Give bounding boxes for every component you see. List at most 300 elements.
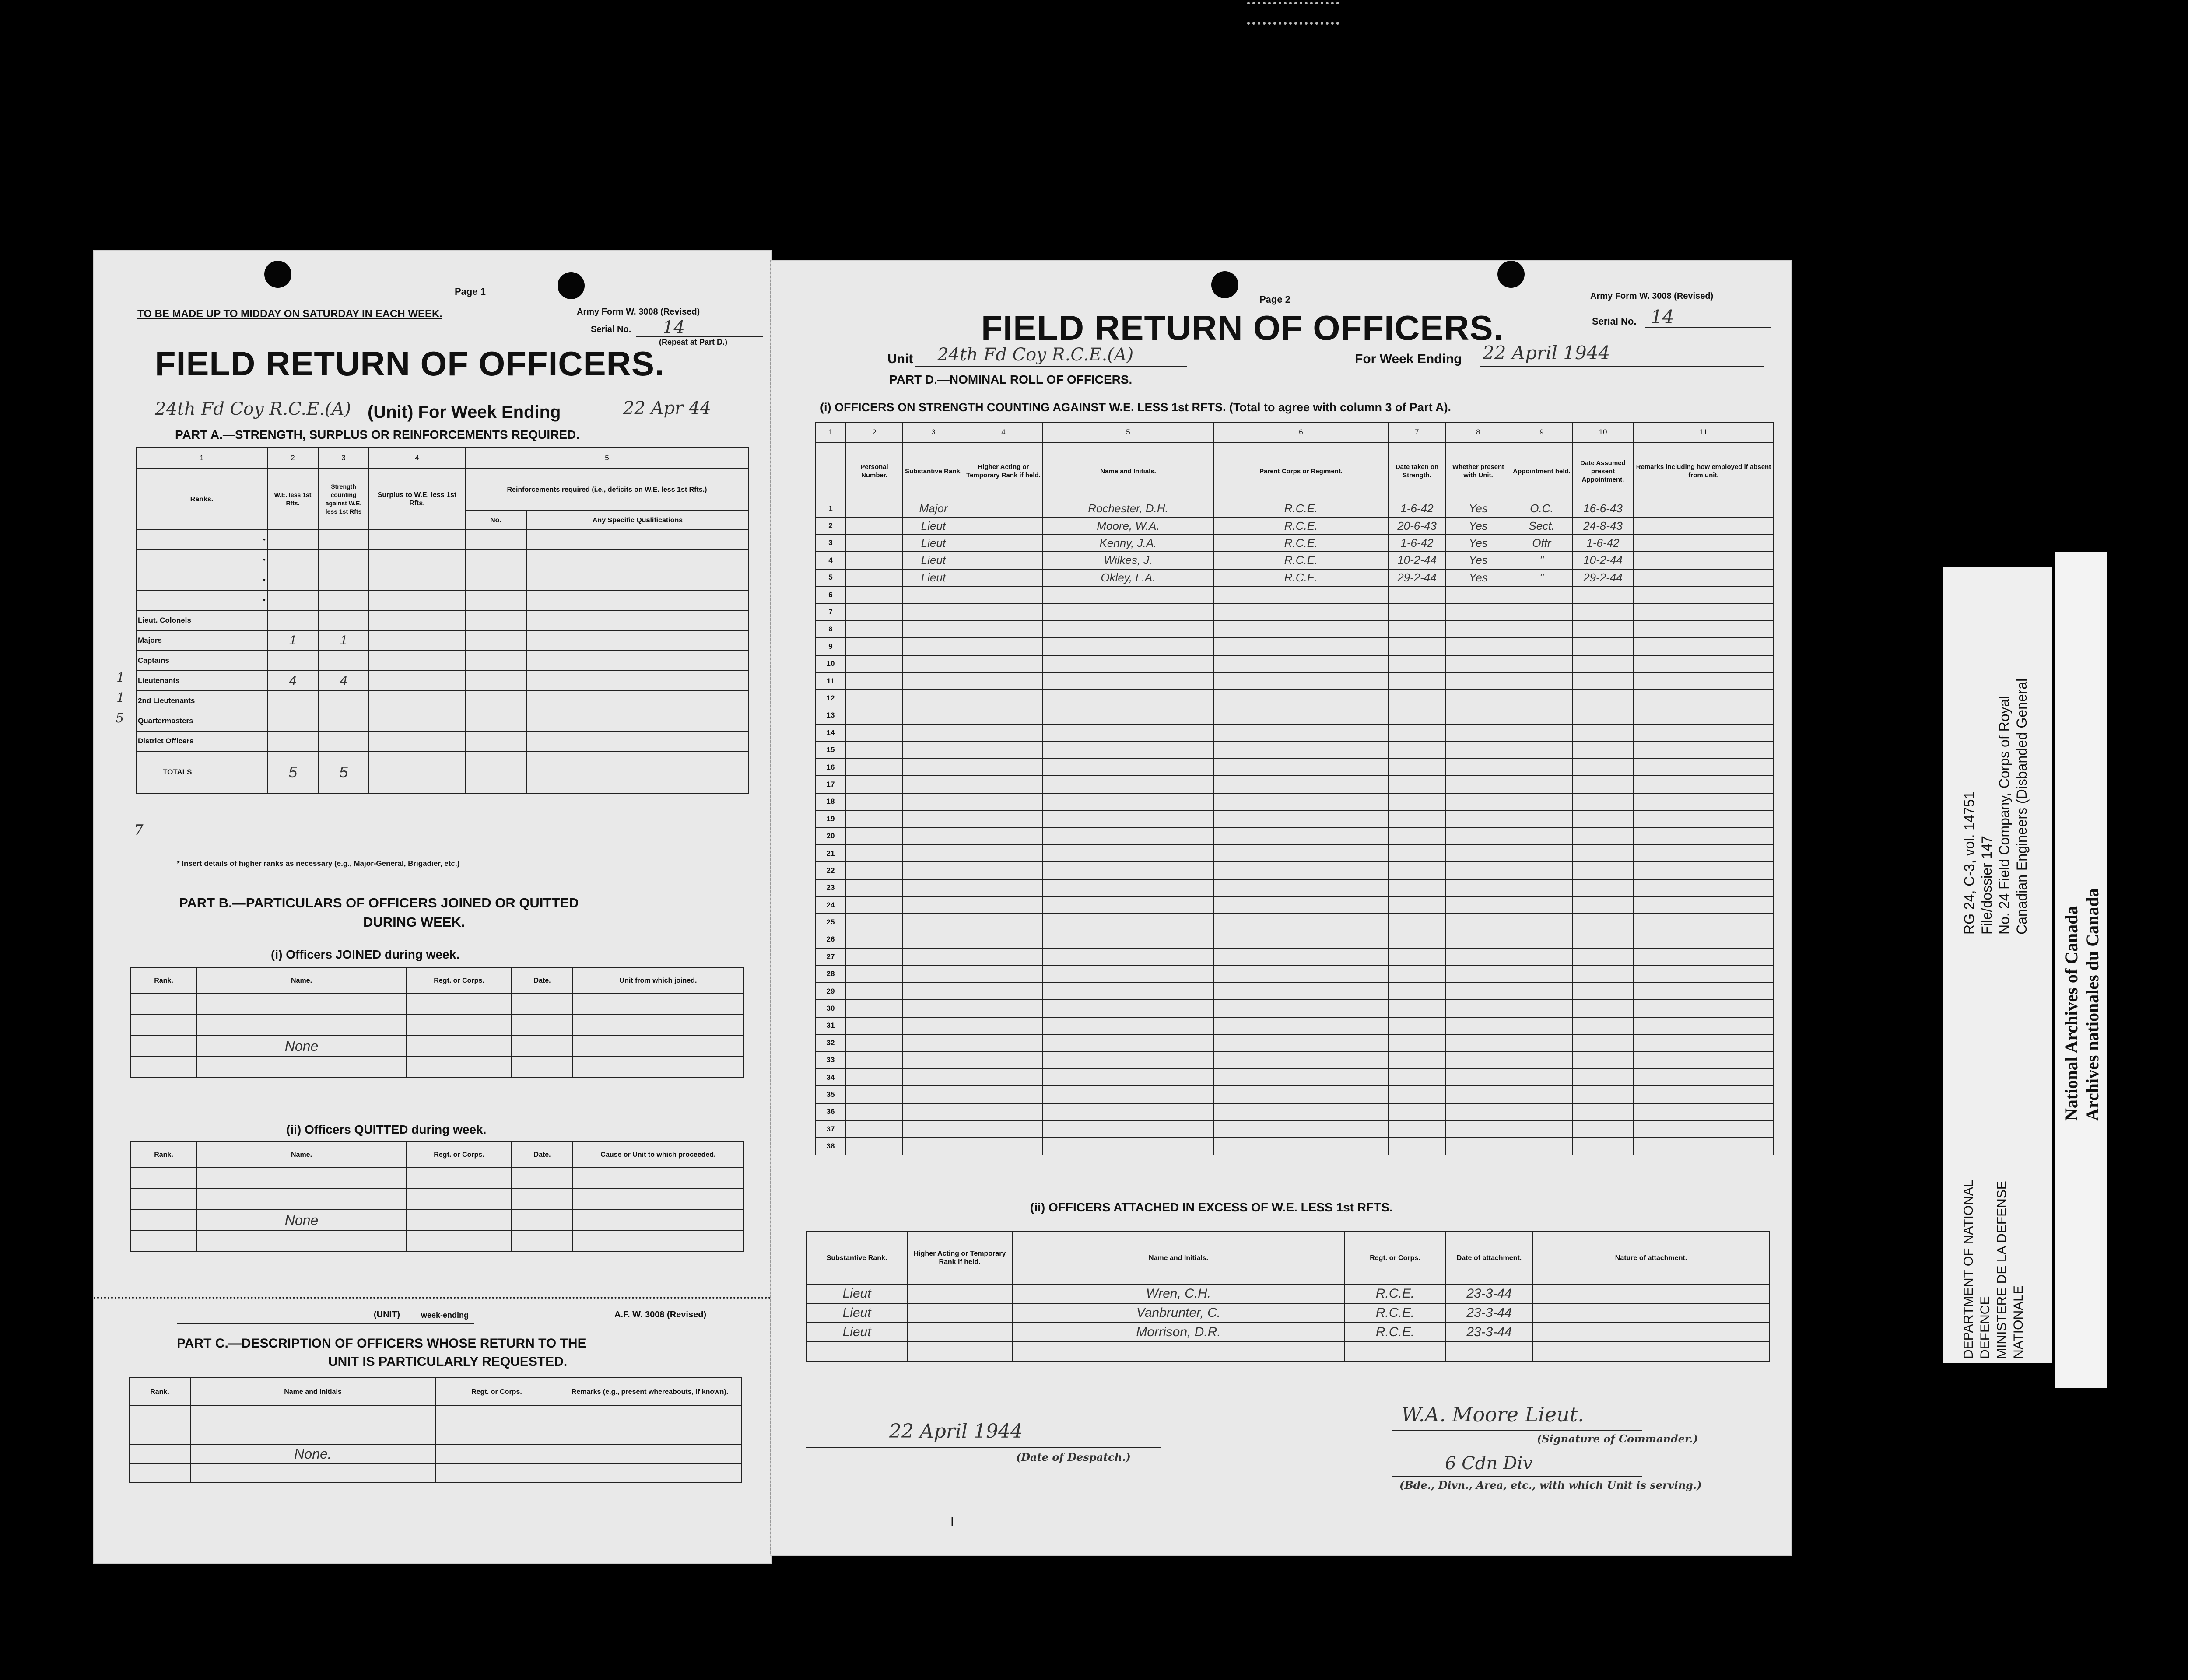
officer-name: Wilkes, J. [1043,552,1213,569]
roll-cell [1572,603,1634,620]
roll-row [815,655,1774,672]
roll-cell [1445,1034,1511,1051]
roll-cell [1445,672,1511,690]
roll-cell [1572,1052,1634,1069]
roll-cell [1213,1138,1389,1155]
roll-cell [1389,1138,1445,1155]
serial-value: 14 [1651,306,1674,328]
roll-cell [903,827,964,844]
roll-cell [903,638,964,655]
officer-appt: " [1511,569,1572,586]
roll-cell [1213,879,1389,896]
officer-appt_date: 29-2-44 [1572,569,1634,586]
row-number: 34 [815,1069,846,1086]
roll-cell [846,1103,903,1120]
attached-date: 23-3-44 [1445,1284,1533,1303]
roll-cell [1389,983,1445,1000]
quitted-table [130,1141,744,1252]
roll-cell [1043,638,1213,655]
roll-row [815,1069,1774,1086]
roll-cell [1634,672,1774,690]
row-number: 27 [815,948,846,965]
roll-cell [964,690,1043,707]
roll-cell [903,1103,964,1120]
roll-cell [1634,603,1774,620]
footer-mark: I [950,1515,954,1528]
punch-hole [558,272,585,299]
attached-rank: Lieut [806,1323,907,1342]
roll-cell [1511,983,1572,1000]
rank-cell: Lieut. Colonels [136,610,267,630]
roll-cell [1043,586,1213,603]
part-d-heading: PART D.—NOMINAL ROLL OF OFFICERS. [889,373,1133,386]
roll-cell [846,759,903,776]
roll-cell [846,621,903,638]
row-number: 22 [815,862,846,879]
roll-cell [1213,586,1389,603]
roll-cell [964,776,1043,793]
attached-cell [1012,1342,1345,1361]
col-num: 3 [318,448,369,469]
roll-col-number: 11 [1634,422,1774,442]
roll-cell [964,1000,1043,1017]
roll-col-number: 1 [815,422,846,442]
row-number: 14 [815,724,846,741]
roll-cell [1043,862,1213,879]
roll-cell [903,655,964,672]
roll-col-header: Appointment held. [1511,442,1572,500]
attached-cell [1533,1303,1769,1323]
quitted-date-header: Date. [512,1141,573,1168]
roll-cell [1445,948,1511,965]
roll-cell [903,707,964,724]
roll-cell [903,759,964,776]
roll-cell [1213,931,1389,948]
roll-cell [1511,896,1572,914]
att-name-header: Name and Initials. [1012,1232,1345,1284]
roll-cell [1572,776,1634,793]
roll-row [815,517,1774,534]
roll-cell [1572,966,1634,983]
week-label: For Week Ending [1355,352,1462,366]
roll-cell [1213,1052,1389,1069]
roll-cell [1389,655,1445,672]
roll-cell [1043,1120,1213,1138]
roll-cell [846,776,903,793]
roll-cell [1511,879,1572,896]
majors-mark: 1 [116,670,125,686]
roll-cell [1445,1138,1511,1155]
officer-rank: Lieut [903,535,964,552]
roll-cell [1389,1052,1445,1069]
serial-label: Serial No. [591,325,631,334]
roll-cell [1445,1069,1511,1086]
roll-cell [1213,966,1389,983]
roll-col-number: 9 [1511,422,1572,442]
roll-cell [1634,914,1774,931]
officer-corps: R.C.E. [1213,500,1389,517]
roll-cell [964,914,1043,931]
roll-col-header: Whether present with Unit. [1445,442,1511,500]
roll-cell [964,896,1043,914]
instruction: TO BE MADE UP TO MIDDAY ON SATURDAY IN EACH WEEK. [137,308,442,320]
roll-cell [1389,603,1445,620]
quitted-rank-header: Rank. [131,1141,196,1168]
part-c-name-header: Name and Initials [190,1378,435,1406]
roll-row [815,569,1774,586]
roll-cell [964,741,1043,758]
roll-cell [1634,1017,1774,1034]
roll-row [815,862,1774,879]
joined-unit-header: Unit from which joined. [573,967,743,994]
signature-label: (Signature of Commander.) [1537,1432,1698,1445]
roll-cell [1389,1017,1445,1034]
strength-cell: 1 [318,630,369,651]
roll-cell [846,1034,903,1051]
attached-row [806,1323,1769,1342]
roll-cell [1213,1000,1389,1017]
roll-col-header: Date taken on Strength. [1389,442,1445,500]
roll-cell [1572,586,1634,603]
roll-cell [903,914,964,931]
roll-cell [1389,690,1445,707]
roll-cell [1389,896,1445,914]
roll-cell [1572,690,1634,707]
att-regt-header: Regt. or Corps. [1345,1232,1445,1284]
roll-cell [1445,845,1511,862]
roll-cell [903,724,964,741]
row-number: 1 [815,500,846,517]
roll-cell [1445,690,1511,707]
roll-cell [1511,672,1572,690]
signature: W.A. Moore Lieut. [1401,1403,1584,1426]
roll-cell [1572,948,1634,965]
roll-cell [846,569,903,586]
roll-cell [1634,1069,1774,1086]
roll-cell [1634,862,1774,879]
roll-cell [1043,983,1213,1000]
roll-cell [1213,621,1389,638]
roll-row [815,586,1774,603]
roll-cell [1213,1103,1389,1120]
joined-heading: (i) Officers JOINED during week. [271,948,459,961]
roll-cell [1572,621,1634,638]
roll-cell [1043,1086,1213,1103]
unit-value: 24th Fd Coy R.C.E.(A) [155,399,351,419]
roll-cell [1572,724,1634,741]
roll-cell [903,948,964,965]
attached-corps: R.C.E. [1345,1303,1445,1323]
dept-4: NATIONALE [2011,1285,2026,1359]
totals-strength: 5 [318,751,369,793]
roll-col-header: Parent Corps or Regiment. [1213,442,1389,500]
ranks-header: Ranks. [136,469,267,530]
roll-cell [903,810,964,827]
punch-hole [1497,261,1525,288]
roll-cell [964,1120,1043,1138]
roll-col-number: 5 [1043,422,1213,442]
roll-cell [1634,948,1774,965]
totals-we: 5 [267,751,318,793]
roll-cell [1389,638,1445,655]
page-number: Page 2 [1259,294,1290,305]
roll-cell [1445,655,1511,672]
roll-cell [1572,931,1634,948]
roll-cell [1511,1069,1572,1086]
col-num: 2 [267,448,318,469]
attached-cell [1345,1342,1445,1361]
roll-cell [846,896,903,914]
roll-cell [1043,914,1213,931]
part-c-regt-header: Regt. or Corps. [435,1378,558,1406]
roll-row [815,672,1774,690]
part-a-footnote: * Insert details of higher ranks as necessary (e.g., Major-General, Brigadier, etc.) [177,859,460,868]
roll-cell [1572,896,1634,914]
roll-cell [1572,1120,1634,1138]
roll-cell [903,1000,964,1017]
roll-cell [1511,810,1572,827]
attached-cell [1533,1323,1769,1342]
roll-row [815,759,1774,776]
roll-cell [964,1017,1043,1034]
rank-cell: • [136,530,267,550]
roll-cell [903,793,964,810]
roll-cell [1634,690,1774,707]
roll-col-number: 4 [964,422,1043,442]
roll-cell [1511,827,1572,844]
roll-cell [1634,1000,1774,1017]
roll-cell [1572,914,1634,931]
roll-cell [846,690,903,707]
roll-cell [1213,759,1389,776]
roll-row [815,1052,1774,1069]
row-number: 23 [815,879,846,896]
roll-row [815,500,1774,517]
archives-fr: Archives nationales du Canada [2083,888,2102,1121]
roll-cell [1634,983,1774,1000]
quitted-heading: (ii) Officers QUITTED during week. [286,1123,487,1136]
roll-cell [964,552,1043,569]
roll-cell [964,1086,1043,1103]
roll-cell [1213,672,1389,690]
unit-label: Unit [887,352,913,366]
roll-cell [846,655,903,672]
roll-cell [1213,690,1389,707]
roll-cell [1511,724,1572,741]
roll-row [815,1017,1774,1034]
roll-cell [1511,948,1572,965]
officer-corps: R.C.E. [1213,535,1389,552]
roll-cell [1043,1017,1213,1034]
roll-cell [846,1120,903,1138]
roll-cell [964,879,1043,896]
officer-appt: Sect. [1511,517,1572,534]
roll-row [815,914,1774,931]
roll-row [815,845,1774,862]
roll-cell [1511,1052,1572,1069]
part-b-heading-2: DURING WEEK. [363,914,465,930]
roll-cell [1572,1034,1634,1051]
form-title: FIELD RETURN OF OFFICERS. [981,308,1504,347]
row-number: 18 [815,793,846,810]
captains-mark: 1 [116,690,125,706]
roll-cell [1634,500,1774,517]
roll-cell [903,776,964,793]
roll-cell [1043,603,1213,620]
attached-cell [907,1323,1012,1342]
roll-cell [1445,1086,1511,1103]
roll-cell [964,724,1043,741]
roll-cell [1213,1017,1389,1034]
roll-cell [846,1000,903,1017]
roll-cell [903,879,964,896]
week-value: 22 April 1944 [1483,342,1610,364]
roll-cell [1511,793,1572,810]
roll-cell [1634,655,1774,672]
row-number: 28 [815,966,846,983]
roll-cell [1213,845,1389,862]
roll-row [815,552,1774,569]
roll-cell [1634,724,1774,741]
roll-cell [1445,741,1511,758]
roll-cell [1511,966,1572,983]
roll-cell [1043,1052,1213,1069]
roll-cell [1389,810,1445,827]
attached-name: Morrison, D.R. [1012,1323,1345,1342]
roll-cell [846,535,903,552]
roll-cell [1389,1034,1445,1051]
roll-cell [1511,759,1572,776]
roll-cell [1213,1069,1389,1086]
archive-ref-4: Canadian Engineers (Disbanded General [2014,678,2030,934]
roll-cell [903,966,964,983]
roll-cell [1634,1120,1774,1138]
attached-rank: Lieut [806,1284,907,1303]
officer-appt: Offr [1511,535,1572,552]
officer-appt: O.C. [1511,500,1572,517]
rank-cell: District Officers [136,731,267,751]
roll-cell [1511,603,1572,620]
slip-form: A.F. W. 3008 (Revised) [614,1310,707,1320]
page-1 [93,250,772,1564]
roll-cell [1445,621,1511,638]
roll-row [815,810,1774,827]
roll-cell [1213,603,1389,620]
row-number: 9 [815,638,846,655]
attached-corps: R.C.E. [1345,1284,1445,1303]
slip-unit: (UNIT) [374,1310,400,1320]
roll-cell [903,1069,964,1086]
row-number: 33 [815,1052,846,1069]
row-number: 7 [815,603,846,620]
part-c-table [129,1377,742,1483]
formation: 6 Cdn Div [1445,1453,1533,1474]
roll-cell [1511,1000,1572,1017]
roll-row [815,1120,1774,1138]
roll-cell [1389,879,1445,896]
roll-cell [1445,1017,1511,1034]
roll-cell [1389,1120,1445,1138]
roll-cell [903,845,964,862]
roll-cell [1213,724,1389,741]
part-c-entry: None. [190,1444,435,1463]
roll-cell [1389,741,1445,758]
roll-cell [1389,966,1445,983]
roll-cell [846,1017,903,1034]
attached-row [806,1342,1769,1361]
roll-cell [1213,655,1389,672]
roll-row [815,793,1774,810]
roll-cell [1511,1086,1572,1103]
roll-cell [1043,724,1213,741]
roll-cell [1634,638,1774,655]
officer-appt: " [1511,552,1572,569]
qualifications-header: Any Specific Qualifications [526,511,749,530]
roll-cell [1445,776,1511,793]
roll-cell [846,603,903,620]
roll-cell [1634,1103,1774,1120]
roll-cell [1445,827,1511,844]
col-num: 4 [369,448,465,469]
roll-cell [1389,862,1445,879]
joined-name-header: Name. [196,967,407,994]
officer-appt_date: 16-6-43 [1572,500,1634,517]
roll-cell [1634,621,1774,638]
roll-cell [1511,776,1572,793]
officer-present: Yes [1445,569,1511,586]
surplus-header: Surplus to W.E. less 1st Rfts. [369,469,465,530]
roll-cell [903,621,964,638]
roll-cell [846,879,903,896]
roll-row [815,638,1774,655]
roll-cell [1389,672,1445,690]
roll-cell [1445,793,1511,810]
roll-cell [1389,845,1445,862]
roll-row [815,948,1774,965]
attached-cell [1533,1342,1769,1361]
roll-cell [846,983,903,1000]
roll-col-number: 2 [846,422,903,442]
row-number: 35 [815,1086,846,1103]
row-number: 24 [815,896,846,914]
roll-cell [1634,569,1774,586]
attached-row [806,1303,1769,1323]
archive-name-card [2055,552,2107,1388]
roll-cell [1511,1103,1572,1120]
officer-present: Yes [1445,552,1511,569]
roll-cell [1043,655,1213,672]
row-number: 19 [815,810,846,827]
roll-cell [964,672,1043,690]
row-number: 16 [815,759,846,776]
roll-cell [1213,1034,1389,1051]
attached-cell [1533,1284,1769,1303]
attached-cell [907,1303,1012,1323]
roll-cell [1043,845,1213,862]
roll-row [815,707,1774,724]
row-number: 13 [815,707,846,724]
roll-cell [1213,638,1389,655]
roll-cell [1043,621,1213,638]
roll-cell [1213,983,1389,1000]
perforation [94,1297,771,1298]
rank-cell: Quartermasters [136,711,267,731]
roll-cell [1043,810,1213,827]
roll-row [815,1000,1774,1017]
roll-cell [1511,621,1572,638]
roll-row [815,896,1774,914]
we-less-header: W.E. less 1st Rfts. [267,469,318,530]
